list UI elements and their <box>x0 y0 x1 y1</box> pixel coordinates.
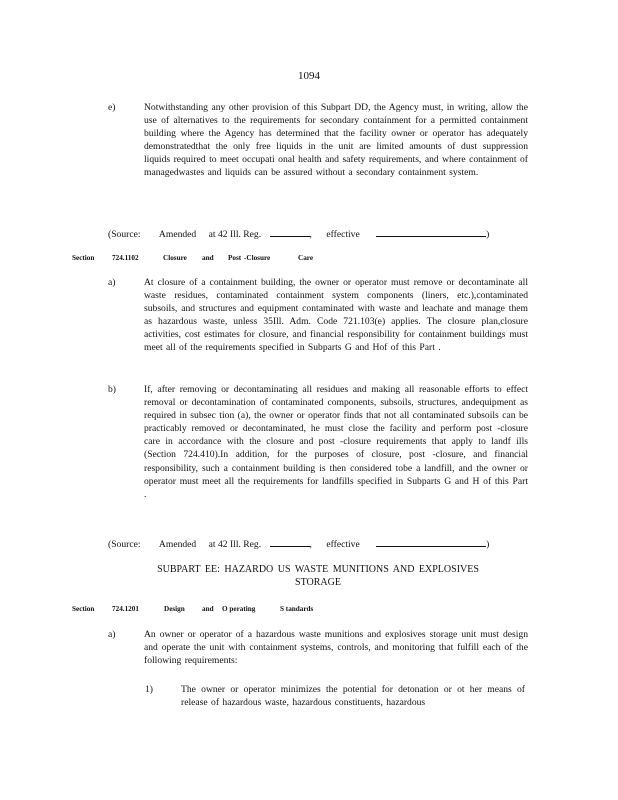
source-amended: Amended <box>158 539 197 550</box>
subpart-title-line: STORAGE <box>295 577 341 588</box>
section-title-word: Design <box>164 605 185 613</box>
section-number: 724.1201 <box>112 605 139 613</box>
section-number: 724.1102 <box>112 254 139 262</box>
paragraph-label: a) <box>108 277 116 288</box>
section-title-word: O perating <box>222 605 256 613</box>
paragraph-label: e) <box>108 102 116 113</box>
paragraph-e <box>108 101 528 180</box>
paragraph-a-design <box>108 628 528 667</box>
paragraph-label: b) <box>108 384 116 395</box>
page-number: 1094 <box>298 70 320 82</box>
subpart-heading <box>108 563 528 589</box>
source-prefix: (Source: <box>108 539 141 550</box>
source-effective: effective <box>326 539 360 550</box>
subitem-label: 1) <box>145 684 153 695</box>
section-title-word: Closure <box>163 254 187 262</box>
section-title-word: S tandards <box>280 605 314 613</box>
source-prefix: (Source: <box>108 229 141 240</box>
source-reg: at 42 Ill. Reg. <box>208 229 262 240</box>
section-title-word: and <box>202 605 214 613</box>
section-title-word: -Closure <box>244 254 271 262</box>
section-title-word: Care <box>298 254 314 262</box>
subpart-title-line: SUBPART EE: HAZARDO US WASTE MUNITIONS AND EXPLOSIVES <box>157 564 479 575</box>
section-word: Section <box>72 605 95 613</box>
section-title-word: and <box>202 254 214 262</box>
source-note: (Source: Amended at 42 Ill. Reg. , effective ) <box>108 229 490 240</box>
source-effective: effective <box>326 229 360 240</box>
section-word: Section <box>72 254 95 262</box>
source-amended: Amended <box>158 229 197 240</box>
paragraph-b <box>108 383 528 501</box>
paragraph-label: a) <box>108 629 116 640</box>
volume-blank <box>270 537 310 547</box>
paragraph-text: At closure of a containment building, the owner or operator must remove or decontaminate all waste residues, contaminated containment system components (liners, etc.),contaminated subsoils, and structures and equipment contaminated with waste and leachate and manage them as hazardous waste, unless 35Ill. Adm. Code 721.103(e) applies. The closure plan,closure activities, cost estimates for closure, and financial responsibility for containment buildings must meet all of the requirements specified in Subparts G and Hof of this Part . <box>144 277 528 354</box>
date-blank <box>376 537 486 547</box>
paragraph-text: If, after removing or decontaminating all residues and making all reasonable efforts to effect removal or decontamination of contaminated components, subsoils, structures, andequipment as required in subsec tion (a), the owner or operator finds that not all contaminated subsoils can be practicably removed or decontaminated, he must close the facility and perform post -closure care in accordance with the closure and post -closure requirements that apply to landf ills (Section 724.410).In addition, for the purposes of closure, post -closure, and financial responsibility, such a containment building is then considered tobe a landfill, and the owner or operator must meet all the requirements for landfills specified in Subparts G and H of this Part . <box>144 384 528 500</box>
subitem-1 <box>145 683 525 709</box>
subitem-text: The owner or operator minimizes the potential for detonation or ot her means of release of hazardous waste, hazardous constituents, hazardous <box>181 684 525 709</box>
volume-blank <box>270 227 310 237</box>
source-note: (Source: Amended at 42 Ill. Reg. , effective ) <box>108 539 490 550</box>
section-title-word: Post <box>228 254 242 262</box>
paragraph-text: An owner or operator of a hazardous waste munitions and explosives storage unit must design and operate the unit with containment systems, controls, and monitoring that fulfill each of the following requirements: <box>144 629 528 667</box>
paragraph-text: Notwithstanding any other provision of this Subpart DD, the Agency must, in writing, allow the use of alternatives to the requirements for secondary containment for a permitted containment building where the Agency has determined that the facility owner or operator has adequately demonstratedthat the only free liquids in the unit are limited amounts of dust suppression liquids required to meet occupati onal health and safety requirements, and where containment of managedwastes and liquids can be assured without a secondary containment system. <box>144 102 528 179</box>
date-blank <box>376 227 486 237</box>
paragraph-a-closure <box>108 276 528 355</box>
source-reg: at 42 Ill. Reg. <box>208 539 262 550</box>
